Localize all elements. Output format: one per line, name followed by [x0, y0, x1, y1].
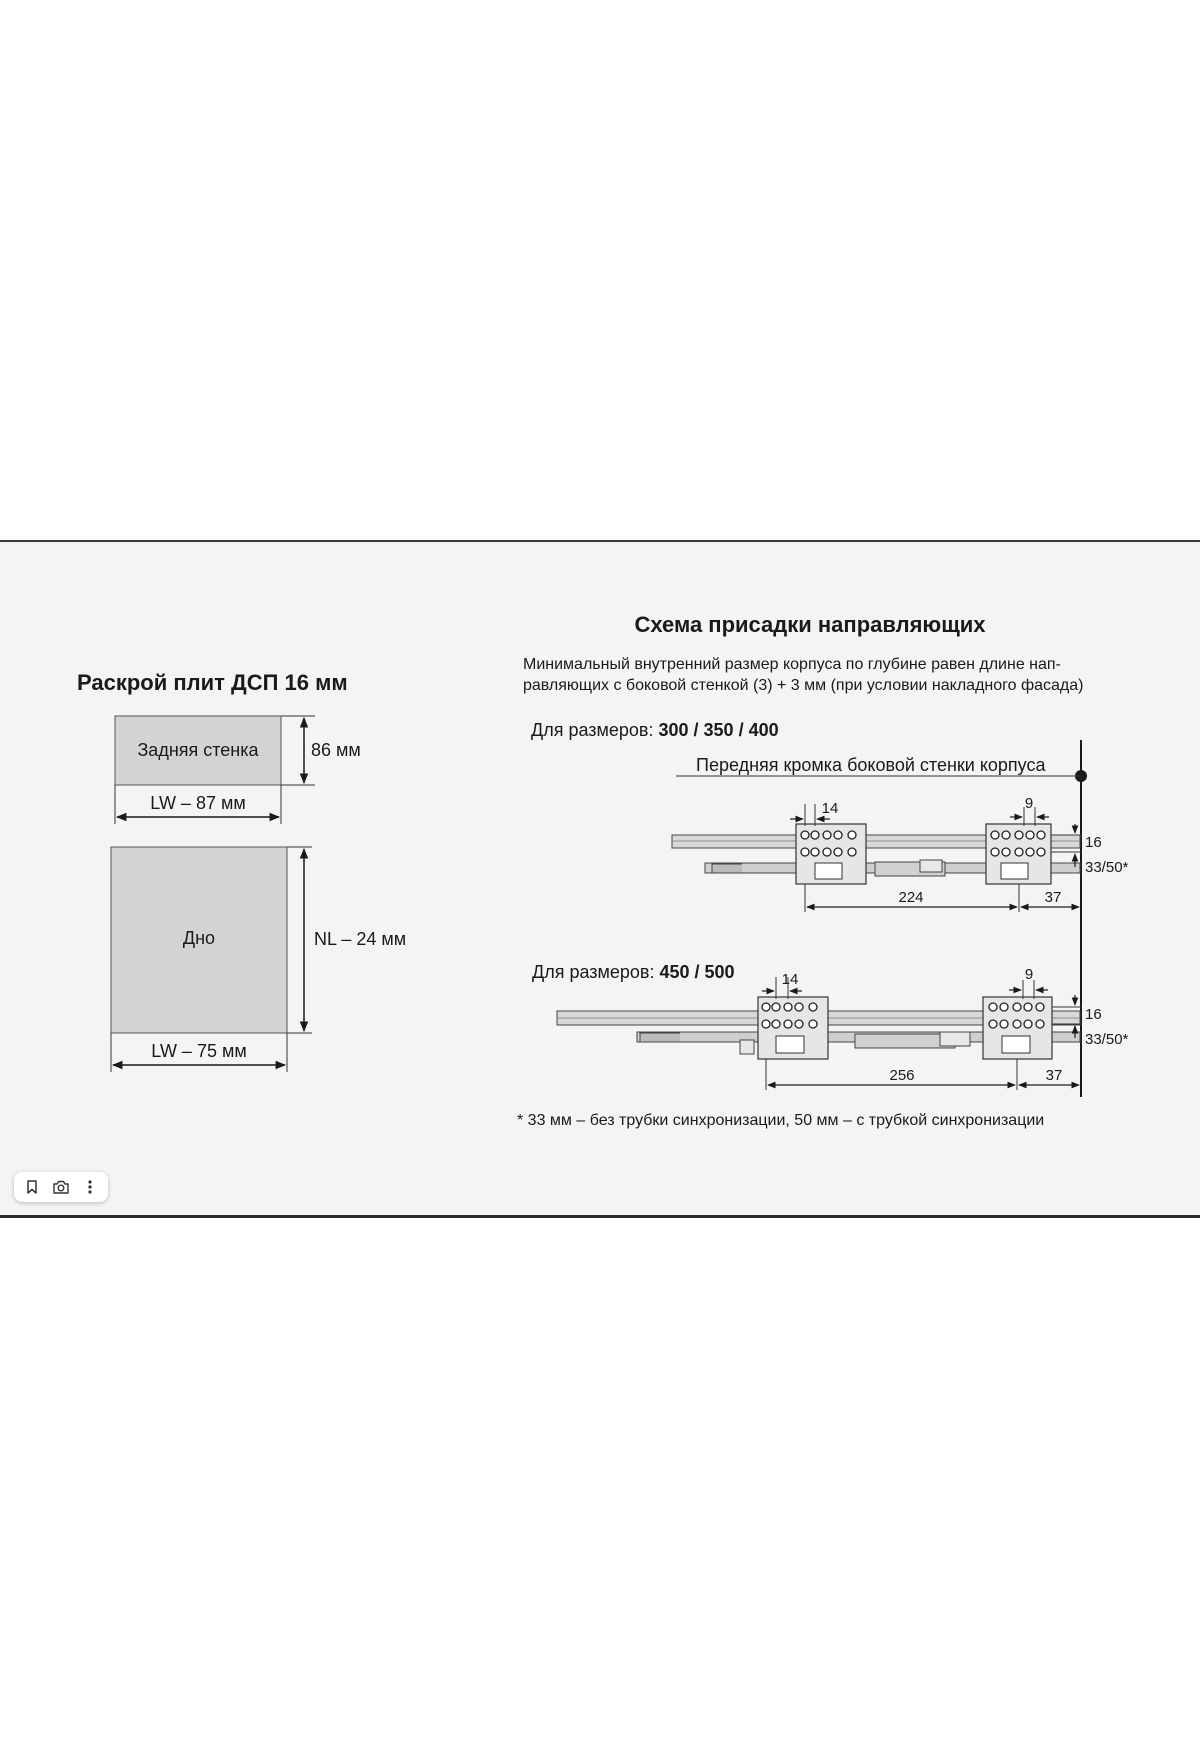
bookmark-button[interactable] — [19, 1174, 45, 1200]
cutting-title: Раскрой плит ДСП 16 мм — [77, 670, 348, 695]
scheme-desc-line2: равляющих с боковой стенкой (3) + 3 мм (при условии накладного фасада) — [523, 677, 1084, 694]
back-wall-height-label: 86 мм — [311, 740, 361, 760]
g2-dim-16: 16 — [1085, 1006, 1102, 1023]
technical-drawing — [0, 542, 1200, 1218]
bottom-label: Дно — [182, 928, 216, 948]
g1-dim-33-50: 33/50* — [1085, 859, 1129, 876]
g1-dim-16: 16 — [1085, 834, 1102, 851]
more-vertical-icon — [87, 1179, 93, 1195]
scheme-title: Схема присадки направляющих — [634, 612, 986, 637]
g2-dim-9: 9 — [1024, 966, 1034, 983]
front-edge-label: Передняя кромка боковой стенки корпуса — [696, 755, 1046, 775]
bottom-panel — [111, 847, 287, 1033]
g1-dim-224: 224 — [898, 889, 924, 906]
lens-button[interactable] — [48, 1174, 74, 1200]
footnote: * 33 мм – без трубки синхронизации, 50 мм – с трубкой синхронизации — [517, 1112, 1045, 1129]
bottom-height-label: NL – 24 мм — [314, 929, 407, 949]
scheme-desc-line1: Минимальный внутренний размер корпуса по глубине равен длине нап- — [523, 656, 1061, 673]
bottom-width-label: LW – 75 мм — [151, 1041, 247, 1061]
back-wall-width-label: LW – 87 мм — [150, 793, 246, 813]
g1-dim-9: 9 — [1024, 795, 1034, 812]
g2-dim-37: 37 — [1045, 1067, 1063, 1084]
back-wall-label: Задняя стенка — [137, 740, 259, 760]
camera-lens-icon — [52, 1179, 70, 1195]
group1-heading: Для размеров: 300 / 350 / 400 — [531, 720, 779, 740]
drawing-viewer — [0, 540, 1200, 1218]
g2-dim-33-50: 33/50* — [1085, 1031, 1129, 1048]
g2-dim-256: 256 — [889, 1067, 915, 1084]
g1-dim-14: 14 — [821, 800, 839, 817]
g1-dim-37: 37 — [1044, 889, 1062, 906]
floating-toolbar — [14, 1172, 108, 1202]
runner-drawing-2 — [557, 997, 1080, 1059]
group2-heading: Для размеров: 450 / 500 — [532, 962, 735, 982]
back-wall-panel — [115, 716, 281, 785]
runner-drawing-1 — [672, 824, 1080, 884]
g2-dim-14: 14 — [781, 971, 799, 988]
bookmark-icon — [25, 1179, 39, 1195]
more-button[interactable] — [77, 1174, 103, 1200]
